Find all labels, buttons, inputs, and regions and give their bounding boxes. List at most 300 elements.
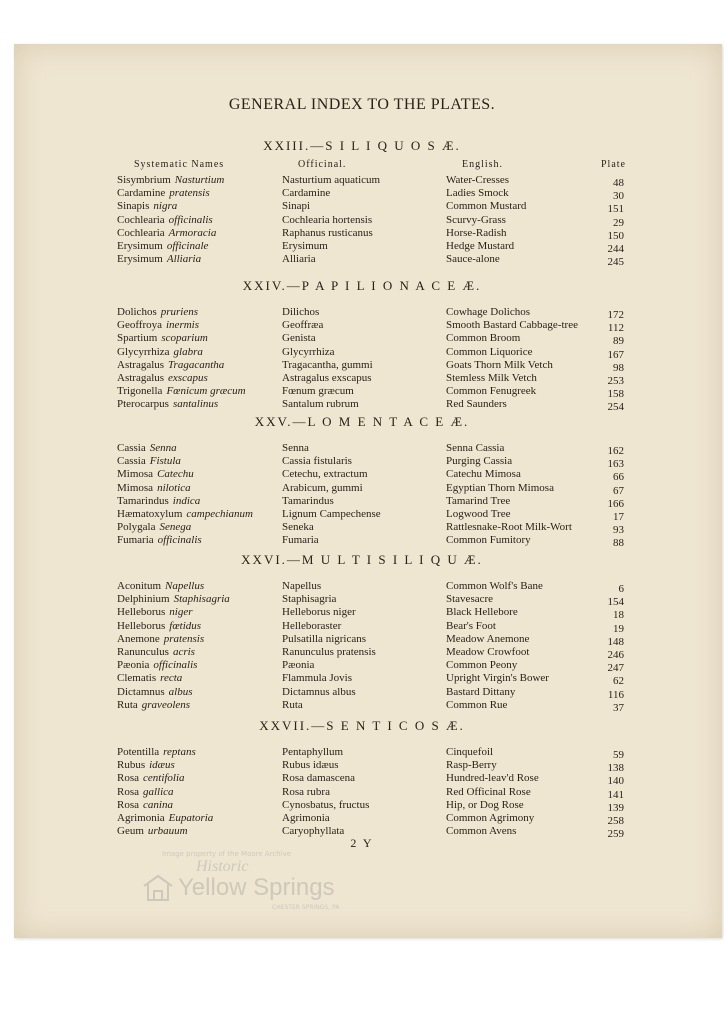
index-row [0,385,724,401]
officinal-name: Erysimum [282,239,328,252]
species-name: indica [172,494,201,507]
systematic-name [117,385,246,398]
systematic-name [117,240,208,253]
species-name: idæus [149,759,175,772]
officinal-name: Cochlearia hortensis [282,213,373,226]
species-name: graveolens [141,698,191,711]
officinal-name: Geoffræa [282,319,324,332]
systematic-name [117,332,208,345]
plate-number: 253 [607,374,624,387]
plate-number: 29 [613,216,624,229]
officinal-name: Tragacantha, gummi [282,358,373,371]
plate-number: 163 [607,458,624,471]
plate-number: 67 [613,484,624,497]
index-row [0,672,724,688]
index-row [0,240,724,253]
species-name: officinalis [168,213,213,226]
column-header-officinal: Officinal. [298,159,347,170]
plate-number: 98 [613,361,624,374]
index-row [0,482,724,495]
index-row [0,346,724,359]
systematic-name [117,593,230,606]
genus-name: Mimosa [117,468,154,481]
english-name: Common Liquorice [446,345,533,358]
english-name: Black Hellebore [446,606,518,619]
systematic-name [117,214,213,227]
species-name: Eupatoria [168,811,214,824]
officinal-name: Rosa rubra [282,785,330,798]
officinal-name: Dilichos [282,306,320,318]
english-name: Stavesacre [446,593,494,606]
officinal-name: Santalum rubrum [282,398,359,411]
systematic-name [117,508,253,521]
species-name: acris [172,645,195,658]
systematic-name [117,686,193,699]
english-name: Bastard Dittany [446,685,516,698]
english-name: Cinquefoil [446,746,494,758]
section-heading: XXIV.—P A P I L I O N A C E Æ. [242,278,482,293]
plate-number: 162 [607,445,624,457]
column-header-systematic: Systematic Names [134,159,225,170]
plate-number: 18 [613,609,624,622]
systematic-name [117,759,175,772]
genus-name: Rubus [117,759,146,772]
systematic-name [117,398,218,411]
species-name: Tragacantha [168,358,225,371]
english-name: Hundred-leav'd Rose [446,772,539,785]
systematic-name [117,187,210,200]
officinal-name: Senna [282,442,309,454]
english-name: Sauce-alone [446,253,500,266]
section-heading: XXVI.—M U L T I S I L I Q U Æ. [241,552,483,567]
plate-number: 93 [613,524,624,537]
english-name: Common Wolf's Bane [446,580,543,592]
officinal-name: Raphanus rusticanus [282,226,373,239]
systematic-name [117,699,190,712]
genus-name: Cardamine [117,187,166,200]
genus-name: Rosa [117,798,139,811]
species-name: Napellus [165,580,205,592]
english-name: Bear's Foot [446,619,496,632]
officinal-name: Tamarindus [282,494,334,507]
english-name: Common Rue [446,698,508,711]
species-name: Senna [149,442,177,454]
english-name: Common Avens [446,825,517,838]
officinal-name: Fœnum græcum [282,385,354,398]
index-row [0,759,724,775]
index-section [0,716,724,841]
species-name: niger [169,606,193,619]
index-row [0,442,724,455]
genus-name: Hæmatoxylum [117,507,183,520]
plate-number: 140 [607,775,624,788]
index-row [0,398,724,414]
species-name: exscapus [168,371,208,384]
systematic-name [117,606,193,619]
genus-name: Astragalus [117,371,165,384]
species-name: pratensis [169,187,210,200]
english-name: Common Fumitory [446,534,531,547]
index-row [0,372,724,385]
genus-name: Cochlearia [117,213,165,226]
plate-number: 59 [613,749,624,761]
watermark-top-text: Image property of the Moore Archive [162,850,292,858]
officinal-name: Seneka [282,521,314,534]
systematic-name [117,200,177,213]
species-name: pruriens [160,306,199,318]
index-row [0,332,724,348]
officinal-name: Pentaphyllum [282,746,344,758]
english-name: Meadow Anemone [446,632,530,645]
plate-number: 148 [607,635,624,648]
genus-name: Cassia [117,442,146,454]
section-heading: XXVII.—S E N T I C O S Æ. [259,718,465,733]
plate-number: 112 [607,322,624,335]
plate-number: 172 [607,309,624,321]
index-row [0,521,724,537]
genus-name: Ruta [117,698,138,711]
genus-name: Pterocarpus [117,398,169,411]
species-name: urbauum [147,825,188,838]
plate-number: 244 [607,242,624,255]
genus-name: Fumaria [117,534,154,547]
species-name: Alliaria [166,253,202,266]
genus-name: Helleborus [117,606,166,619]
species-name: Staphisagria [173,593,230,606]
index-row [0,214,724,227]
officinal-name: Fumaria [282,534,319,547]
species-name: pratensis [163,632,205,645]
english-name: Red Saunders [446,398,507,411]
watermark-brand-text: Yellow Springs [178,874,335,901]
systematic-name [117,772,185,785]
plate-number: 17 [613,510,624,523]
systematic-name [117,580,204,593]
plate-number: 167 [607,348,624,361]
index-row [0,306,724,319]
species-name: Nasturtium [174,174,225,186]
systematic-name [117,174,224,187]
column-header-plate: Plate [601,159,626,170]
genus-name: Glycyrrhiza [117,345,170,358]
genus-name: Mimosa [117,481,154,494]
plate-number: 247 [607,662,624,675]
officinal-name: Flammula Jovis [282,672,352,685]
index-section [0,412,724,548]
english-name: Common Broom [446,332,521,345]
plate-number: 138 [607,762,624,775]
signature-mark: 2 Y [350,836,374,850]
plate-number: 66 [613,471,624,484]
genus-name: Trigonella [117,385,163,398]
systematic-name [117,359,224,372]
plate-number: 151 [607,203,624,216]
index-row [0,593,724,609]
english-name: Cowhage Dolichos [446,306,531,318]
english-name: Logwood Tree [446,507,511,520]
english-name: Purging Cassia [446,455,513,468]
section-heading: XXV.—L O M E N T A C E Æ. [254,414,470,429]
officinal-name: Pæonia [282,659,315,672]
plate-number: 150 [607,229,624,242]
index-row [0,633,724,646]
officinal-name: Napellus [282,580,322,592]
species-name: centifolia [143,772,185,785]
plate-number: 89 [613,335,624,348]
section-heading: XXIII.—S I L I Q U O S Æ. [263,138,461,153]
species-name: Catechu [157,468,194,481]
officinal-name: Pulsatilla nigricans [282,632,367,645]
index-row [0,746,724,759]
species-name: recta [160,672,183,685]
officinal-name: Astragalus exscapus [282,371,372,384]
genus-name: Ranunculus [117,645,169,658]
column-headers [0,156,724,174]
systematic-name [117,659,197,672]
english-name: Hip, or Dog Rose [446,798,524,811]
genus-name: Sisymbrium [117,174,171,186]
index-row [0,580,724,593]
genus-name: Rosa [117,785,139,798]
officinal-name: Rubus idæus [282,759,339,772]
english-name: Rattlesnake-Root Milk-Wort [446,521,572,534]
officinal-name: Cardamine [282,187,331,200]
plate-number: 258 [607,814,624,827]
species-name: reptans [163,746,196,758]
genus-name: Erysimum [117,239,163,252]
officinal-name: Cetechu, extractum [282,468,368,481]
species-name: nilotica [157,481,191,494]
officinal-name: Rosa damascena [282,772,355,785]
index-row [0,174,724,187]
systematic-name [117,455,181,468]
index-row [0,812,724,825]
index-row [0,699,724,712]
index-row [0,606,724,622]
plate-number: 154 [607,596,624,609]
genus-name: Agrimonia [117,811,165,824]
genus-name: Anemone [117,632,160,645]
officinal-name: Caryophyllata [282,825,345,838]
officinal-name: Cynosbatus, fructus [282,798,370,811]
plate-number: 48 [613,177,624,189]
species-name: scoparium [161,332,208,345]
english-name: Tamarind Tree [446,494,511,507]
officinal-name: Cassia fistularis [282,455,352,468]
index-row [0,495,724,508]
index-row [0,455,724,471]
plate-number: 88 [613,537,624,550]
english-name: Hedge Mustard [446,239,515,252]
index-row [0,468,724,484]
officinal-name: Sinapi [282,200,311,213]
watermark-historic-text: Historic [196,858,249,875]
plate-number: 245 [607,256,624,269]
systematic-name [117,672,182,685]
plate-number: 30 [613,190,624,203]
species-name: officinale [166,239,209,252]
systematic-name [117,346,203,359]
genus-name: Clematis [117,672,157,685]
systematic-name [117,799,173,812]
house-logo-icon [142,874,174,902]
index-row [0,359,724,372]
officinal-name: Alliaria [282,253,316,266]
index-section [0,136,724,269]
systematic-name [117,372,208,385]
systematic-name [117,482,191,495]
genus-name: Spartium [117,332,158,345]
systematic-name [117,746,196,759]
index-row [0,227,724,240]
index-row [0,187,724,203]
systematic-name [117,521,191,534]
species-name: glabra [173,345,203,358]
officinal-name: Agrimonia [282,811,330,824]
officinal-name: Ruta [282,698,303,711]
english-name: Common Agrimony [446,811,535,824]
systematic-name [117,442,177,455]
genus-name: Tamarindus [117,494,169,507]
genus-name: Pæonia [117,659,150,672]
species-name: Fœnicum græcum [166,385,246,398]
species-name: fœtidus [169,619,202,632]
species-name: gallica [143,785,174,798]
systematic-name [117,495,200,508]
officinal-name: Dictamnus albus [282,685,356,698]
plate-number: 19 [613,622,624,635]
genus-name: Potentilla [117,746,160,758]
systematic-name [117,319,199,332]
plate-number: 62 [613,675,624,688]
species-name: Senega [159,521,192,534]
plate-number: 254 [607,401,624,414]
watermark [142,850,402,920]
officinal-name: Helleboraster [282,619,342,632]
english-name: Senna Cassia [446,442,505,454]
officinal-name: Glycyrrhiza [282,345,335,358]
english-name: Water-Cresses [446,174,510,186]
column-header-english: English. [462,159,504,170]
systematic-name [117,468,194,481]
plate-number: 6 [618,583,624,595]
index-row [0,200,724,216]
species-name: officinalis [153,659,198,672]
plate-number: 246 [607,648,624,661]
genus-name: Aconitum [117,580,161,592]
genus-name: Delphinium [117,593,170,606]
index-row [0,799,724,812]
species-name: Armoracia [168,226,217,239]
species-name: santalinus [172,398,219,411]
systematic-name [117,620,201,633]
english-name: Common Peony [446,659,518,672]
species-name: nigra [153,200,178,213]
plate-number: 116 [607,688,624,701]
systematic-name [117,227,216,240]
index-row [0,686,724,699]
english-name: Common Mustard [446,200,527,213]
systematic-name [117,812,213,825]
genus-name: Geoffroya [117,319,162,332]
plate-number: 141 [607,788,624,801]
index-row [0,253,724,269]
index-row [0,620,724,633]
genus-name: Rosa [117,772,139,785]
english-name: Upright Virgin's Bower [446,672,549,685]
species-name: inermis [166,319,199,332]
index-row [0,534,724,550]
genus-name: Cassia [117,455,146,468]
english-name: Common Fenugreek [446,385,537,398]
genus-name: Helleborus [117,619,166,632]
species-name: Fistula [149,455,181,468]
genus-name: Cochlearia [117,226,165,239]
species-name: campechianum [186,507,253,520]
species-name: officinalis [157,534,202,547]
watermark-bottom-text: CHESTER SPRINGS, PA [272,904,340,911]
index-row [0,646,724,659]
officinal-name: Lignum Campechense [282,507,381,520]
species-name: canina [143,798,173,811]
english-name: Meadow Crowfoot [446,645,530,658]
officinal-name: Ranunculus pratensis [282,645,376,658]
index-section [0,276,724,412]
plate-number: 37 [613,701,624,714]
plate-number: 158 [607,388,624,401]
index-row [0,772,724,788]
english-name: Scurvy-Grass [446,213,506,226]
genus-name: Polygala [117,521,156,534]
genus-name: Geum [117,825,144,838]
english-name: Smooth Bastard Cabbage-tree [446,319,578,332]
english-name: Horse-Radish [446,226,507,239]
plate-number: 166 [607,497,624,510]
systematic-name [117,786,174,799]
english-name: Red Officinal Rose [446,785,531,798]
systematic-name [117,306,198,319]
officinal-name: Arabicum, gummi [282,481,363,494]
officinal-name: Staphisagria [282,593,337,606]
index-row [0,786,724,799]
systematic-name [117,646,195,659]
index-row [0,319,724,335]
index-section [0,550,724,712]
english-name: Ladies Smock [446,187,509,200]
genus-name: Sinapis [117,200,150,213]
systematic-name [117,253,201,266]
systematic-name [117,633,204,646]
genus-name: Erysimum [117,253,163,266]
officinal-name: Genista [282,332,316,345]
species-name: albus [168,685,193,698]
plate-number: 259 [607,828,624,841]
english-name: Rasp-Berry [446,759,497,772]
english-name: Catechu Mimosa [446,468,521,481]
english-name: Egyptian Thorn Mimosa [446,481,554,494]
officinal-name: Nasturtium aquaticum [282,174,381,186]
genus-name: Dictamnus [117,685,165,698]
officinal-name: Helleborus niger [282,606,356,619]
genus-name: Dolichos [117,306,157,318]
english-name: Goats Thorn Milk Vetch [446,358,553,371]
plate-number: 139 [607,801,624,814]
index-row [0,508,724,521]
systematic-name [117,534,202,547]
page-title: GENERAL INDEX TO THE PLATES. [228,96,496,113]
english-name: Stemless Milk Vetch [446,371,537,384]
genus-name: Astragalus [117,358,165,371]
